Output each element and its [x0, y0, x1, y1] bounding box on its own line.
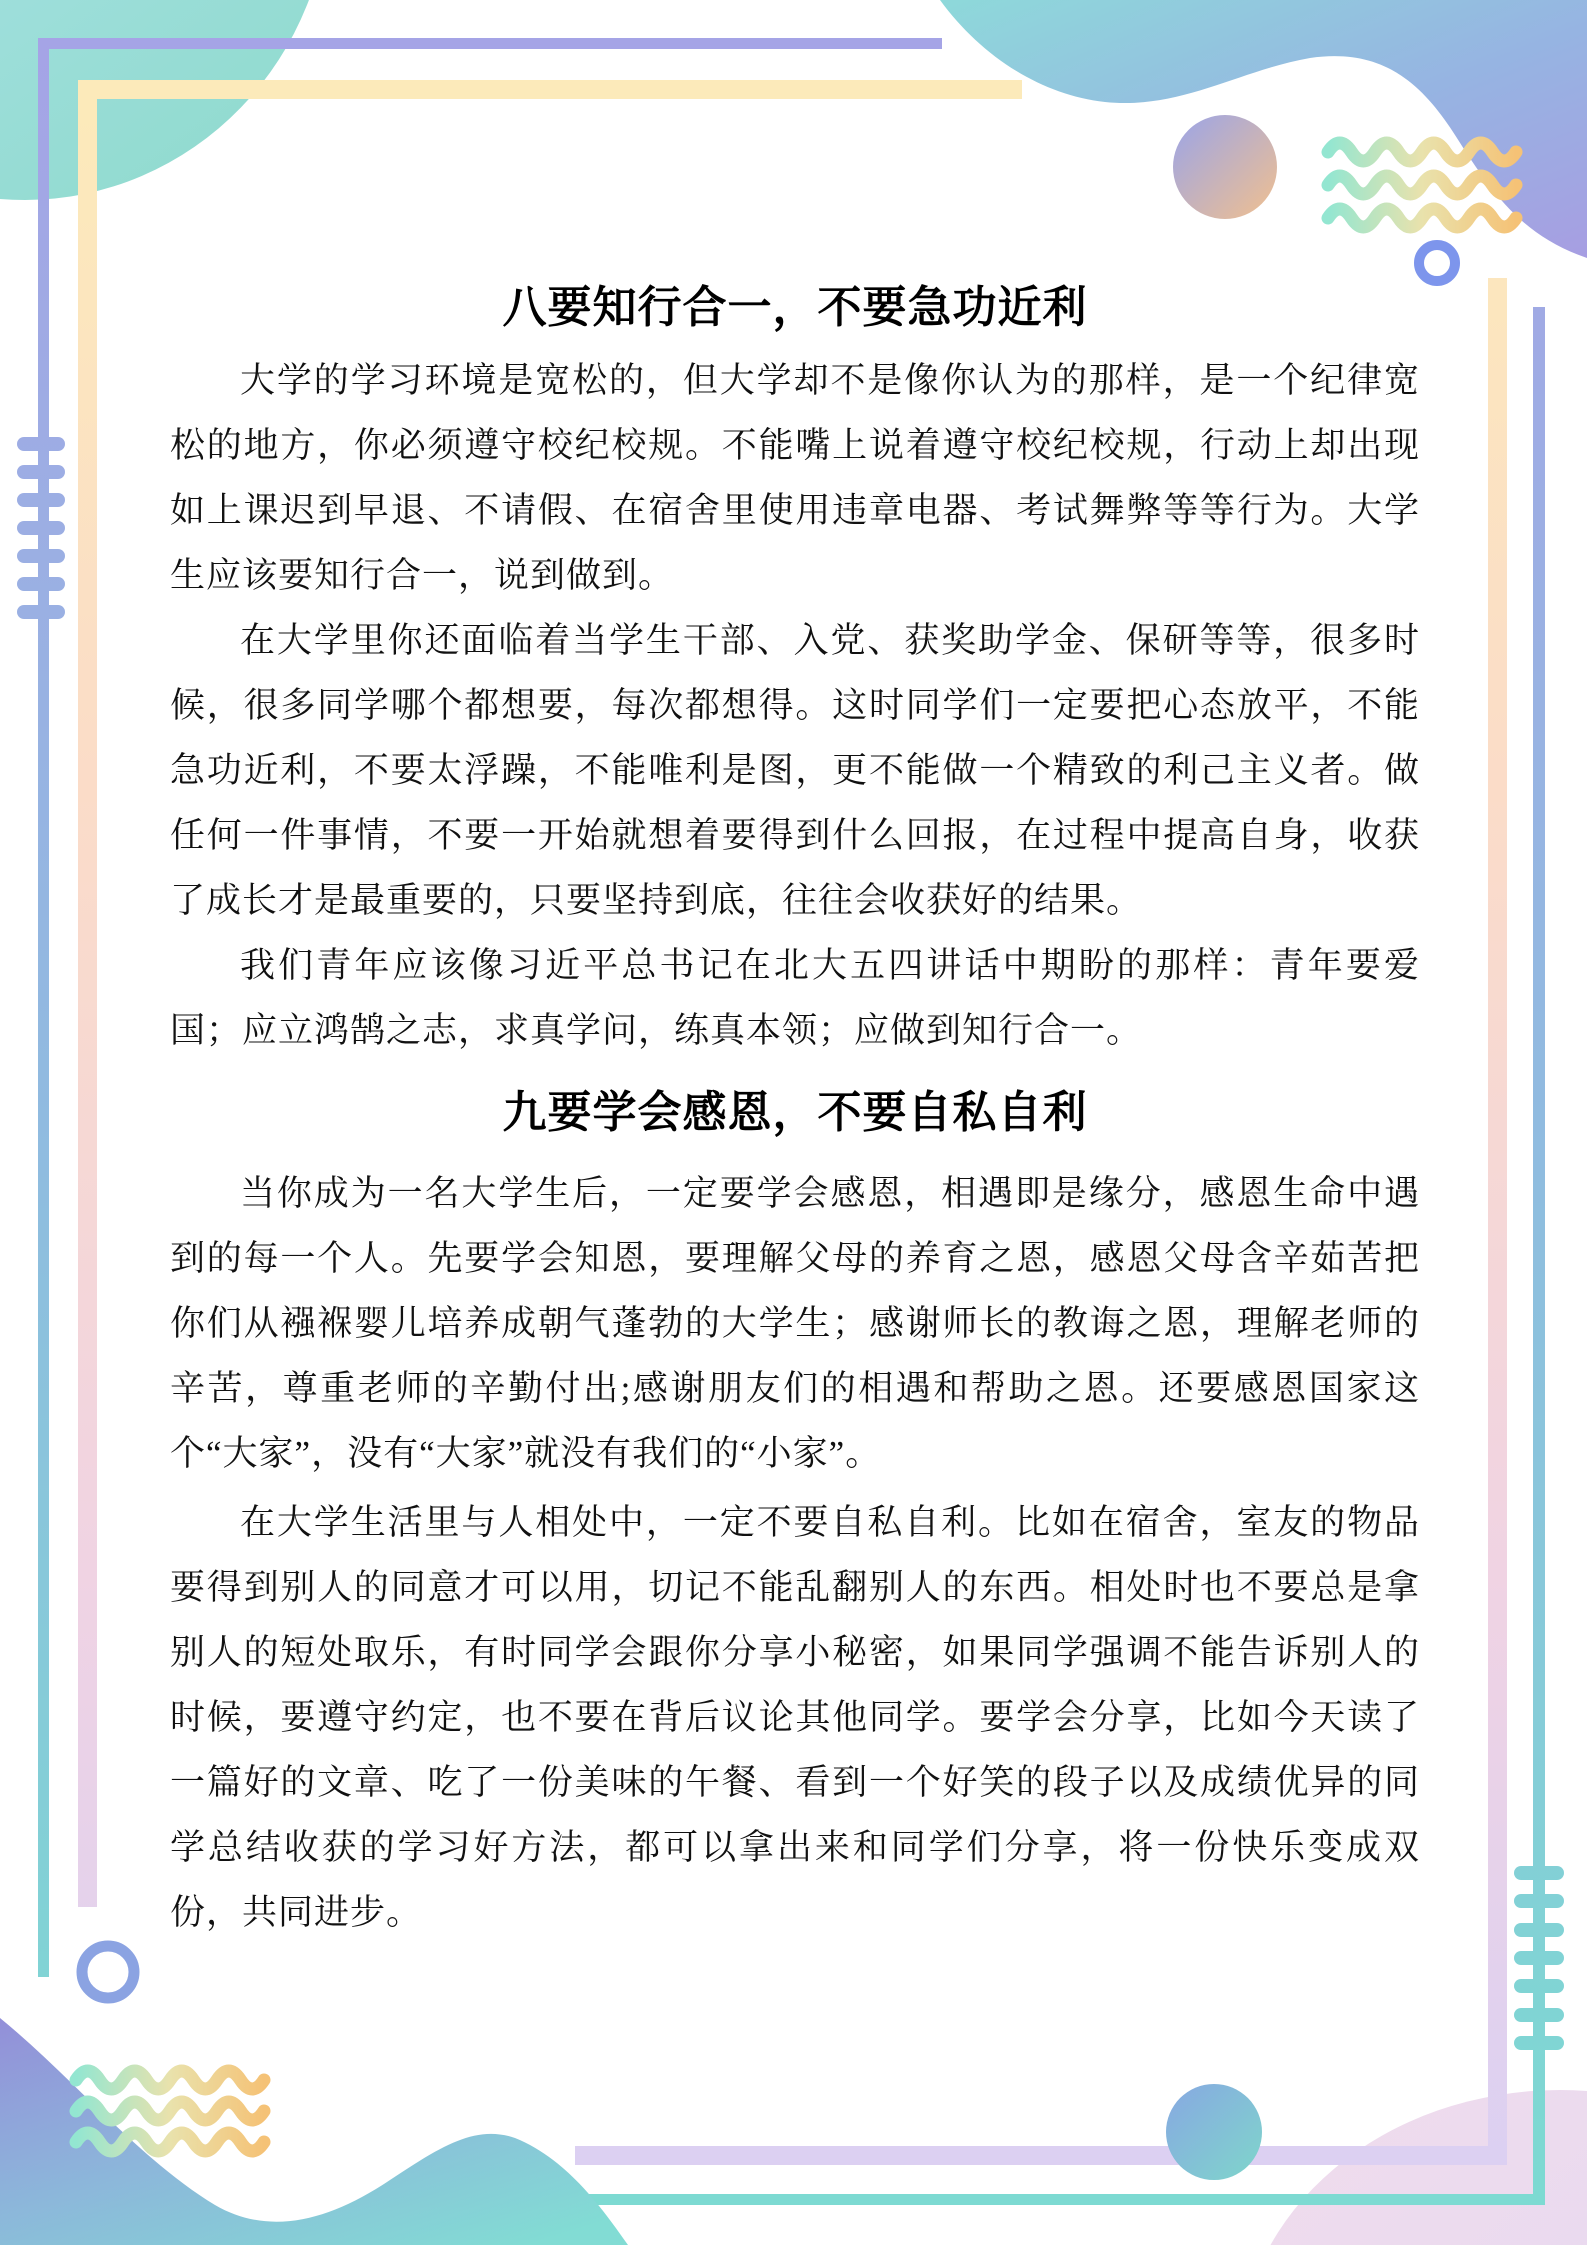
paragraph: 在大学生活里与人相处中，一定不要自私自利。比如在宿舍，室友的物品要得到别人的同意才可以用，切记不能乱翻别人的东西。相处时也不要总是拿别人的短处取乐，有时同学会跟你分享小秘密，如果同学强调不能告诉别人的时候，要遵守约定，也不要在背后议论其他同学。要学会分享，比如今天读了一篇好的文章、吃了一份美味的午餐、看到一个好笑的段子以及成绩优异的同学总结收获的学习好方法，都可以拿出来和同学们分享，将一份快乐变成双份，共同进步。 [170, 1503, 1420, 1932]
paragraph: 大学的学习环境是宽松的，但大学却不是像你认为的那样，是一个纪律宽松的地方，你必须遵守校纪校规。不能嘴上说着遵守校纪校规，行动上却出现如上课迟到早退、不请假、在宿舍里使用违章电器、考试舞弊等等行为。大学生应该要知行合一，说到做到。 [170, 361, 1420, 595]
section-heading-eight: 八要知行合一，不要急功近利 [502, 283, 1088, 332]
paragraph: 在大学里你还面临着当学生干部、入党、获奖助学金、保研等等，很多时候，很多同学哪个都想要，每次都想得。这时同学们一定要把心态放平，不能急功近利，不要太浮躁，不能唯利是图，更不能做一个精致的利己主义者。做任何一件事情，不要一开始就想着要得到什么回报，在过程中提高自身，收获了成长才是最重要的，只要坚持到底，往往会收获好的结果。 [170, 621, 1420, 920]
bottom-left-waves [76, 2071, 264, 2151]
document-content [170, 240, 1420, 1945]
bottom-left-ring [82, 1946, 134, 1998]
top-right-gradient-circle [1173, 115, 1277, 219]
top-right-waves [1328, 143, 1516, 227]
paragraph: 当你成为一名大学生后，一定要学会感恩，相遇即是缘分，感恩生命中遇到的每一个人。先要学会知恩，要理解父母的养育之恩，感恩父母含辛茹苦把你们从襁褓婴儿培养成朝气蓬勃的大学生；感谢师长的教诲之恩，理解老师的辛苦，尊重老师的辛勤付出;感谢朋友们的相遇和帮助之恩。还要感恩国家这个“大家”，没有“大家”就没有我们的“小家”。 [170, 1174, 1420, 1473]
bottom-right-gradient-circle [1166, 2084, 1262, 2180]
top-left-blob [0, 0, 330, 200]
top-right-ring [1419, 245, 1455, 281]
section-heading-nine: 九要学会感恩，不要自私自利 [502, 1088, 1088, 1137]
paragraph: 我们青年应该像习近平总书记在北大五四讲话中期盼的那样：青年要爱国；应立鸿鹄之志，求真学问，练真本领；应做到知行合一。 [170, 946, 1420, 1050]
